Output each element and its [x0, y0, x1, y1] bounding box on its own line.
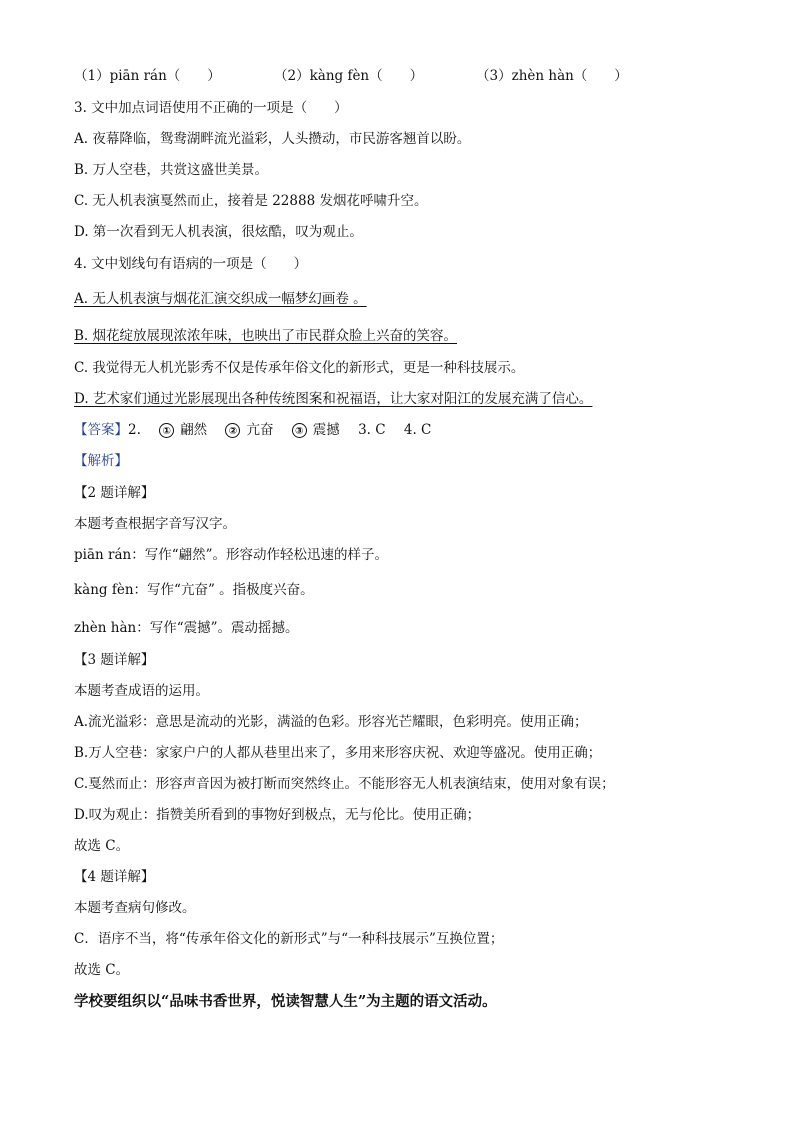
question-3-stem: 3. 文中加点词语使用不正确的一项是（ ）: [74, 100, 348, 116]
circled-number-2: ②: [225, 423, 240, 438]
detail-4-choose: 故选 C。: [74, 962, 130, 978]
detail-3-intro: 本题考查成语的运用。: [74, 683, 209, 699]
underlined-sentence: A. 无人机表演与烟花汇演交织成一幅梦幻画卷 。: [74, 291, 367, 307]
detail-3-a: A.流光溢彩：意思是流动的光影，满溢的色彩。形容光芒耀眼，色彩明亮。使用正确；: [74, 714, 588, 730]
detail-2-intro: 本题考查根据字音写汉字。: [74, 516, 236, 532]
detail-4-label: 【4 题详解】: [74, 869, 155, 885]
underlined-sentence: D. 艺术家们通过光影展现出各种传统图案和祝福语，让大家对阳江的发展充满了信心。: [74, 391, 593, 407]
pinyin-item-2: （2）kàng fèn（ ）: [274, 68, 424, 84]
detail-3-d: D.叹为观止：指赞美所看到的事物好到极点，无与伦比。使用正确；: [74, 807, 481, 823]
activity-heading: 学校要组织以“品味书香世界，悦读智慧人生”为主题的语文活动。: [74, 993, 497, 1010]
question-4-option-a: [74, 289, 734, 309]
answer-label: 【答案】: [74, 422, 128, 438]
circled-number-3: ③: [292, 423, 307, 438]
question-4-stem: 4. 文中划线句有语病的一项是（ ）: [74, 256, 308, 272]
answer-q2-number: 2.: [128, 422, 141, 438]
pinyin-item-1: （1）piān rán（ ）: [74, 68, 221, 84]
answer-3: 震撼: [312, 422, 340, 438]
detail-3-c: C.戛然而止：形容声音因为被打断而突然终止。不能形容无人机表演结束，使用对象有误；: [74, 776, 615, 792]
question-4-option-c: C. 我觉得无人机光影秀不仅是传承年俗文化的新形式，更是一种科技展示。: [74, 360, 525, 376]
answer-1: 翩然: [180, 422, 208, 438]
question-4-option-b: [74, 326, 734, 346]
underlined-sentence: B. 烟花绽放展现浓浓年味，也映出了市民群众脸上兴奋的笑容。: [74, 328, 458, 344]
analysis-label: 【解析】: [74, 453, 128, 469]
question-3-option-b: B. 万人空巷，共赏这盛世美景。: [74, 162, 269, 178]
detail-2-line-3: zhèn hàn：写作“震撼”。震动摇撼。: [74, 620, 299, 636]
detail-4-intro: 本题考查病句修改。: [74, 900, 196, 916]
answer-2: 亢奋: [246, 422, 274, 438]
detail-3-b: B.万人空巷：家家户户的人都从巷里出来了，多用来形容庆祝、欢迎等盛况。使用正确；: [74, 745, 602, 761]
question-4-option-d: [74, 389, 734, 409]
question-3-option-d: D. 第一次看到无人机表演，很炫酷，叹为观止。: [74, 224, 363, 240]
detail-2-line-2: kàng fèn：写作“亢奋” 。指极度兴奋。: [74, 582, 314, 598]
detail-3-choose: 故选 C。: [74, 838, 130, 854]
detail-3-label: 【3 题详解】: [74, 652, 155, 668]
answer-q3: 3. C: [358, 422, 386, 438]
detail-2-line-1: piān rán：写作“翩然”。形容动作轻松迅速的样子。: [74, 547, 388, 563]
circled-number-1: ①: [159, 423, 174, 438]
answer-row: [74, 420, 734, 440]
pinyin-item-3: （3）zhèn hàn（ ）: [476, 68, 628, 84]
question-3-option-c: C. 无人机表演戛然而止，接着是 22888 发烟花呼啸升空。: [74, 193, 428, 209]
answer-q4: 4. C: [403, 422, 432, 438]
question-3-option-a: A. 夜幕降临，鸳鸯湖畔流光溢彩，人头攒动，市民游客翘首以盼。: [74, 131, 471, 147]
detail-4-c: C．语序不当，将“传承年俗文化的新形式”与“一种科技展示”互换位置；: [74, 931, 504, 947]
detail-2-label: 【2 题详解】: [74, 485, 155, 501]
